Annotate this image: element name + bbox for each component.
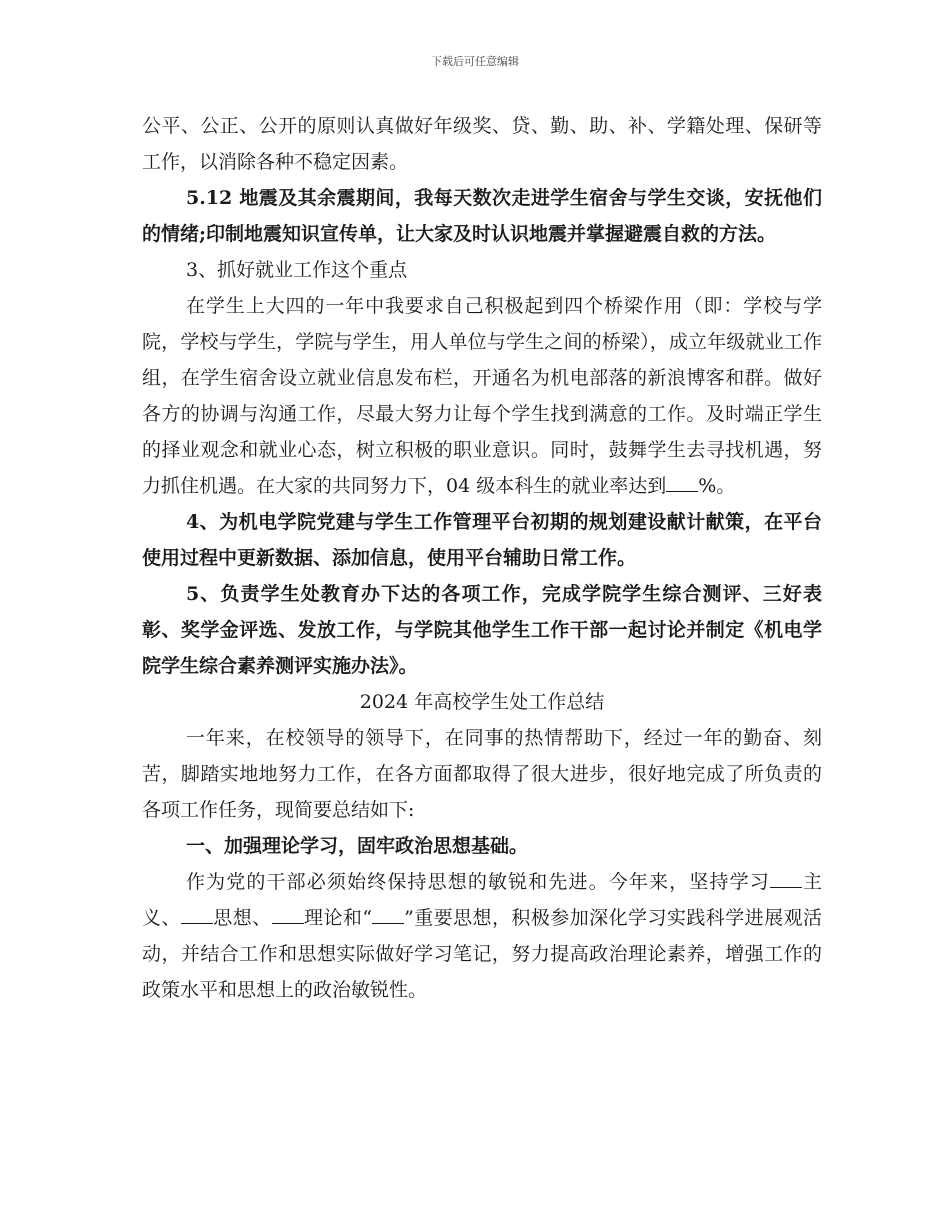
paragraph-earthquake: 5.12 地震及其余震期间，我每天数次走进学生宿舍与学生交谈，安抚他们的情绪;印制地震知识宣传单，让大家及时认识地震并掌握避震自救的方法。 xyxy=(142,187,822,245)
paragraph-intro: 一年来，在校领导的领导下，在同事的热情帮助下，经过一年的勤奋、刻苦，脚踏实地地努力工作，在各方面都取得了很大进步，很好地完成了所负责的各项工作任务，现简要总结如下: xyxy=(142,727,822,821)
employment-text: 在学生上大四的一年中我要求自己积极起到四个桥梁作用（即：学校与学院，学校与学生，学院与学生，用人单位与学生之间的桥梁），成立年级就业工作组，在学生宿舍设立就业信息发布栏，开通名为机电部落的新浪博客和群。做好各方的协调与沟通工作，尽最大努力让每个学生找到满意的工作。及时端正学生的择业观念和就业心态，树立积极的职业意识。同时，鼓舞学生去寻找机遇，努力抓住机遇。在大家的共同努力下，04 级本科生的就业率达到 xyxy=(142,295,822,497)
paragraph-employment xyxy=(142,288,822,504)
blank-line xyxy=(372,907,404,924)
paragraph-platform: 4、为机电学院党建与学生工作管理平台初期的规划建设献计献策，在平台使用过程中更新数据、添加信息，使用平台辅助日常工作。 xyxy=(142,511,822,569)
theory-text-5: ”重要思想，积极参加深化学习实践科学进展观活动，并结合工作和思想实际做好学习笔记，努力提高政治理论素养，增强工作的政策水平和思想上的政治敏锐性。 xyxy=(142,907,822,1001)
page-header: 下载后可任意编辑 xyxy=(431,55,519,68)
employment-percent: %。 xyxy=(698,475,736,497)
section-heading-theory: 一、加强理论学习，固牢政治思想基础。 xyxy=(186,835,529,857)
paragraph-theory xyxy=(142,864,822,1008)
blank-line xyxy=(666,475,698,492)
blank-line xyxy=(770,871,802,888)
document-title: 2024 年高校学生处工作总结 xyxy=(359,691,605,713)
paragraph-tasks: 5、负责学生处教育办下达的各项工作，完成学院学生综合测评、三好表彰、奖学金评选、发放工作，与学院其他学生工作干部一起讨论并制定《机电学院学生综合素养测评实施办法》。 xyxy=(142,583,822,677)
blank-line xyxy=(181,907,213,924)
document-body xyxy=(142,108,822,1008)
section-heading-employment: 3、抓好就业工作这个重点 xyxy=(186,259,408,281)
theory-text-1: 作为党的干部必须始终保持思想的敏锐和先进。今年来，坚持学习 xyxy=(186,871,770,893)
theory-text-3: 思想、 xyxy=(212,907,272,929)
paragraph-fairness: 公平、公正、公开的原则认真做好年级奖、贷、勤、助、补、学籍处理、保研等工作，以消除各种不稳定因素。 xyxy=(142,115,822,173)
blank-line xyxy=(272,907,304,924)
theory-text-4: 理论和“ xyxy=(303,907,373,929)
theory-text-2: 主义、 xyxy=(142,871,822,929)
